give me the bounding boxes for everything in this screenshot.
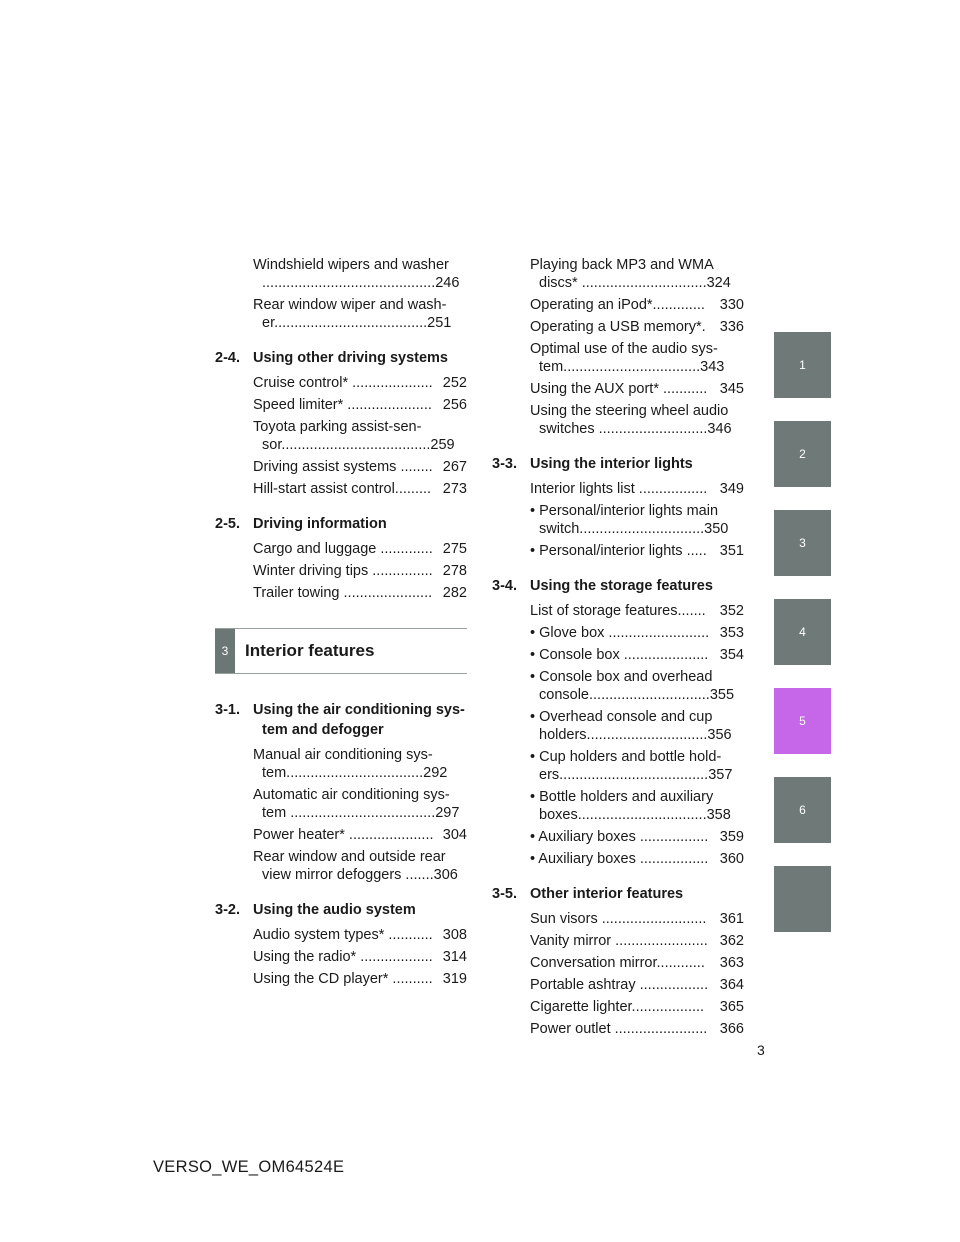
toc-entry[interactable] [530, 1020, 744, 1038]
entry-text: Operating an iPod*............. [530, 297, 705, 313]
section-title-text: Other interior features [530, 886, 684, 902]
chapter-tabs [774, 332, 831, 955]
entry-text: Manual air conditioning sys- [253, 747, 433, 763]
right-sections [492, 454, 744, 1038]
entry-page-number: 359 [719, 829, 744, 845]
toc-entry[interactable] [253, 480, 467, 498]
entry-page-number: 352 [719, 603, 744, 619]
entry-row [530, 954, 744, 972]
entry-text: List of storage features....... [530, 603, 706, 619]
section-title-text: Using the storage features [530, 578, 713, 594]
section-number: 3-5. [492, 886, 517, 902]
entry-row [530, 1020, 744, 1038]
entry-row [253, 584, 467, 602]
section-title-text: Using other driving systems [253, 350, 448, 366]
toc-entry[interactable] [253, 926, 467, 944]
section-heading[interactable] [215, 348, 467, 368]
entry-row [530, 542, 744, 560]
section-title-text: Using the audio system [253, 902, 416, 918]
chapter-tab-blank[interactable] [774, 866, 831, 932]
toc-entry[interactable] [530, 708, 744, 744]
entry-page-number: 275 [442, 541, 467, 557]
chapter-tab-2[interactable]: 2 [774, 421, 831, 487]
chapter-tab-5[interactable]: 5 [774, 688, 831, 754]
section-title [253, 514, 467, 534]
toc-entry[interactable] [530, 256, 744, 292]
entry-text: • Console box ..................... [530, 647, 709, 663]
entry-text: Using the radio* .................. [253, 949, 433, 965]
entry-text-continued: discs* ............................... [539, 275, 707, 291]
entry-page-number: 353 [719, 625, 744, 641]
toc-entry[interactable] [530, 788, 744, 824]
entry-text-continued: boxes................................358 [539, 807, 731, 823]
toc-left-column [215, 256, 467, 992]
entry-text: Using the CD player* .......... [253, 971, 433, 987]
toc-entry[interactable] [530, 602, 744, 620]
entry-text-continued: tem..................................343 [539, 359, 725, 375]
toc-entry[interactable] [530, 380, 744, 398]
entry-row [530, 274, 744, 292]
toc-entry[interactable] [530, 850, 744, 868]
entry-row [530, 380, 744, 398]
toc-entry[interactable] [253, 418, 467, 454]
section-number: 3-2. [215, 902, 240, 918]
section-number: 3-3. [492, 456, 517, 472]
entry-row [530, 976, 744, 994]
entry-text: • Console box and overhead [530, 669, 713, 685]
entry-page-number: 351 [719, 543, 744, 559]
toc-entry[interactable] [530, 910, 744, 928]
toc-entry[interactable] [530, 932, 744, 950]
chapter-tab-4[interactable]: 4 [774, 599, 831, 665]
entry-row [530, 624, 744, 642]
entry-text: Sun visors .......................... [530, 911, 707, 927]
toc-entry[interactable] [530, 976, 744, 994]
entry-page-number: 252 [442, 375, 467, 391]
entry-text-continued: ...........................................246 [262, 275, 460, 291]
entry-text: Trailer towing ...................... [253, 585, 433, 601]
entry-page-number: 273 [442, 481, 467, 497]
entry-row [253, 826, 467, 844]
section-heading[interactable] [215, 900, 467, 920]
entry-row [530, 828, 744, 846]
entry-text: Optimal use of the audio sys- [530, 341, 718, 357]
toc-entry[interactable] [530, 646, 744, 664]
section-title-text: Using the interior lights [530, 456, 693, 472]
section-title-text: Using the air conditioning sys- [253, 702, 465, 718]
entry-row [253, 948, 467, 966]
entry-page-number: 366 [719, 1021, 744, 1037]
entry-page-number: 336 [719, 319, 744, 335]
entry-text: Winter driving tips ............... [253, 563, 433, 579]
entry-row [530, 296, 744, 314]
section-number: 3-4. [492, 578, 517, 594]
entry-page-number: 361 [719, 911, 744, 927]
entry-page-number: 282 [442, 585, 467, 601]
toc-entry[interactable] [253, 746, 467, 782]
toc-entry[interactable] [253, 826, 467, 844]
entry-text-continued: er......................................251 [262, 315, 452, 331]
toc-entry[interactable] [253, 786, 467, 822]
section-title-text: Driving information [253, 516, 387, 532]
section-title [253, 900, 467, 920]
entry-text: Portable ashtray ................. [530, 977, 709, 993]
entry-row [530, 910, 744, 928]
entry-text: Cigarette lighter.................. [530, 999, 705, 1015]
entry-text: Rear window wiper and wash- [253, 297, 447, 313]
entry-text-continued: holders..............................356 [539, 727, 732, 743]
section-number: 2-4. [215, 350, 240, 366]
toc-entry[interactable] [253, 396, 467, 414]
toc-entry[interactable] [530, 340, 744, 376]
entry-text: • Bottle holders and auxiliary [530, 789, 714, 805]
toc-entry[interactable] [253, 948, 467, 966]
entry-text: • Auxiliary boxes ................. [530, 829, 709, 845]
entry-text: Toyota parking assist-sen- [253, 419, 422, 435]
entry-text: • Glove box ......................... [530, 625, 710, 641]
entry-text: Using the AUX port* ........... [530, 381, 708, 397]
toc-entry[interactable] [530, 402, 744, 438]
chapter-tab-6[interactable]: 6 [774, 777, 831, 843]
section-heading[interactable] [492, 884, 744, 904]
section-title [253, 348, 467, 368]
toc-entry[interactable] [253, 458, 467, 476]
entry-text: Conversation mirror............ [530, 955, 705, 971]
section-title [530, 454, 744, 474]
section-title [253, 700, 467, 740]
entry-row [253, 540, 467, 558]
entry-row [253, 396, 467, 414]
entry-text: Windshield wipers and washer [253, 257, 449, 273]
document-code: VERSO_WE_OM64524E [153, 1158, 345, 1176]
entry-page-number: 365 [719, 999, 744, 1015]
toc-entry[interactable] [530, 296, 744, 314]
entry-text: Interior lights list ................. [530, 481, 708, 497]
toc-entry[interactable] [530, 748, 744, 784]
entry-text: Playing back MP3 and WMA [530, 257, 714, 273]
entry-page-number: 360 [719, 851, 744, 867]
chapter-number-badge: 3 [215, 629, 235, 673]
toc-entry[interactable] [530, 480, 744, 498]
entry-page-number: 297 [435, 805, 460, 821]
entry-text: Using the steering wheel audio [530, 403, 729, 419]
entry-page-number: 363 [719, 955, 744, 971]
entry-text-continued: console..............................355 [539, 687, 735, 703]
entry-text: • Auxiliary boxes ................. [530, 851, 709, 867]
entry-page-number: 324 [706, 275, 731, 291]
entry-page-number: 278 [442, 563, 467, 579]
chapter-header [215, 628, 467, 674]
entry-page-number: 345 [719, 381, 744, 397]
chapter-title: Interior features [245, 641, 375, 660]
entry-text-continued: ers.....................................357 [539, 767, 733, 783]
entry-page-number: 354 [719, 647, 744, 663]
entry-row [530, 998, 744, 1016]
toc-entry[interactable] [530, 624, 744, 642]
toc-entry[interactable] [253, 540, 467, 558]
entry-row [253, 804, 467, 822]
entry-page-number: 319 [442, 971, 467, 987]
section-title [530, 884, 744, 904]
entry-text-continued: sor.....................................259 [262, 437, 455, 453]
entry-page-number: 306 [433, 867, 458, 883]
toc-entry[interactable] [253, 970, 467, 988]
toc-entry[interactable] [530, 954, 744, 972]
entry-text: • Personal/interior lights ..... [530, 543, 707, 559]
entry-text: Vanity mirror ....................... [530, 933, 708, 949]
entry-page-number: 256 [442, 397, 467, 413]
toc-entry[interactable] [253, 374, 467, 392]
entry-text-continued: switch...............................350 [539, 521, 729, 537]
entry-text: Cruise control* .................... [253, 375, 433, 391]
toc-entry[interactable] [530, 668, 744, 704]
entry-text-continued: switches ........................... [539, 421, 708, 437]
entry-page-number: 267 [442, 459, 467, 475]
entry-row [253, 374, 467, 392]
chapter-tab-1[interactable]: 1 [774, 332, 831, 398]
entry-text: Hill-start assist control......... [253, 481, 432, 497]
entry-row [530, 602, 744, 620]
entry-page-number: 308 [442, 927, 467, 943]
entry-row [253, 562, 467, 580]
toc-entry[interactable] [253, 256, 467, 292]
toc-entry[interactable] [253, 296, 467, 332]
section-title [530, 576, 744, 596]
entry-text: Operating a USB memory*. [530, 319, 706, 335]
entry-text: Audio system types* ........... [253, 927, 433, 943]
toc-right-column [492, 256, 744, 1042]
entry-page-number: 304 [442, 827, 467, 843]
toc-entry[interactable] [253, 848, 467, 884]
section-title-continued: tem and defogger [262, 722, 384, 738]
toc-entry[interactable] [530, 998, 744, 1016]
section-number: 3-1. [215, 702, 240, 718]
toc-entry[interactable] [253, 562, 467, 580]
entry-row [253, 458, 467, 476]
right-continued-entries [492, 256, 744, 438]
entry-text: Cargo and luggage ............. [253, 541, 433, 557]
entry-row [530, 480, 744, 498]
section-heading[interactable] [215, 514, 467, 534]
entry-text: • Cup holders and bottle hold- [530, 749, 722, 765]
section-heading[interactable] [492, 576, 744, 596]
entry-text-continued: tem..................................292 [262, 765, 448, 781]
left-sections-b [215, 700, 467, 988]
entry-text: Rear window and outside rear [253, 849, 446, 865]
toc-entry[interactable] [253, 584, 467, 602]
entry-page-number: 314 [442, 949, 467, 965]
entry-row [253, 480, 467, 498]
entry-page-number: 362 [719, 933, 744, 949]
section-heading[interactable] [215, 700, 467, 740]
toc-entry[interactable] [530, 542, 744, 560]
toc-entry[interactable] [530, 828, 744, 846]
entry-page-number: 346 [707, 421, 732, 437]
toc-entry[interactable] [530, 318, 744, 336]
entry-text-continued: tem .................................... [262, 805, 436, 821]
entry-text: Power heater* ..................... [253, 827, 434, 843]
entry-row [530, 420, 744, 438]
toc-entry[interactable] [530, 502, 744, 538]
entry-row [253, 926, 467, 944]
entry-text: Power outlet ....................... [530, 1021, 708, 1037]
section-number: 2-5. [215, 516, 240, 532]
left-continued-entries [215, 256, 467, 332]
entry-text: Speed limiter* ..................... [253, 397, 432, 413]
entry-row [253, 866, 467, 884]
entry-row [253, 970, 467, 988]
entry-text: • Personal/interior lights main [530, 503, 719, 519]
page-number: 3 [757, 1042, 765, 1058]
entry-row [530, 932, 744, 950]
left-sections-a [215, 348, 467, 602]
entry-text: Automatic air conditioning sys- [253, 787, 450, 803]
entry-page-number: 349 [719, 481, 744, 497]
entry-text: Driving assist systems ........ [253, 459, 433, 475]
entry-row [530, 850, 744, 868]
entry-text-continued: view mirror defoggers ....... [262, 867, 434, 883]
entry-page-number: 364 [719, 977, 744, 993]
entry-text: • Overhead console and cup [530, 709, 713, 725]
chapter-tab-3[interactable]: 3 [774, 510, 831, 576]
entry-row [530, 318, 744, 336]
section-heading[interactable] [492, 454, 744, 474]
entry-row [530, 646, 744, 664]
entry-page-number: 330 [719, 297, 744, 313]
